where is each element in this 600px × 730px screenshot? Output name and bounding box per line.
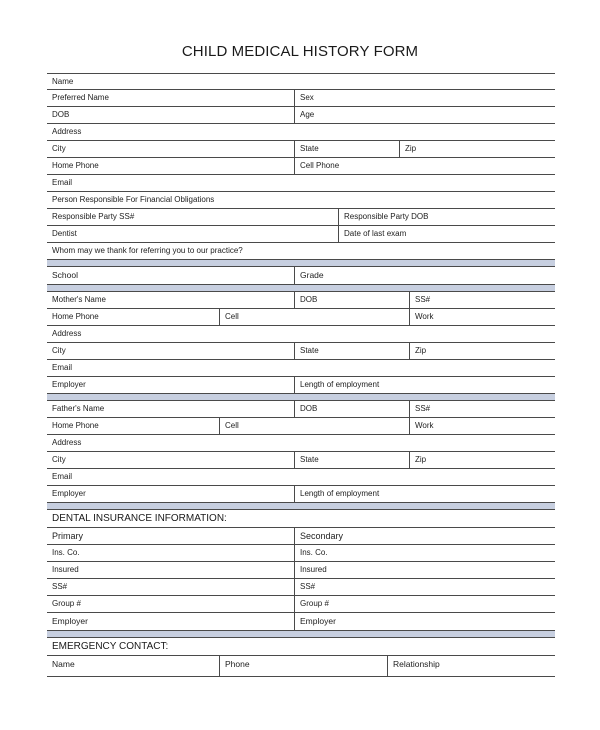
row-name (47, 73, 555, 90)
mother-email-field[interactable]: Email (52, 363, 73, 372)
row-father-city (47, 452, 555, 469)
row-group (47, 596, 555, 613)
cell-phone-field[interactable]: Cell Phone (294, 158, 555, 174)
row-person-responsible (47, 192, 555, 209)
insurance-heading: DENTAL INSURANCE INFORMATION: (52, 513, 227, 524)
emergency-heading: EMERGENCY CONTACT: (52, 641, 169, 652)
section-separator (47, 631, 555, 638)
row-father-phones (47, 418, 555, 435)
father-employer-field[interactable]: Employer (52, 489, 86, 498)
secondary-ss-field[interactable]: SS# (294, 579, 555, 595)
row-phones (47, 158, 555, 175)
responsible-ss-field[interactable]: Responsible Party SS# (52, 212, 135, 221)
row-father-email (47, 469, 555, 486)
name-field[interactable]: Name (52, 77, 74, 86)
mother-work-field[interactable]: Work (409, 309, 555, 325)
row-mother-address (47, 326, 555, 343)
primary-ss-field[interactable]: SS# (52, 582, 68, 591)
section-separator (47, 285, 555, 292)
dentist-field[interactable]: Dentist (52, 229, 77, 238)
row-ins-ss (47, 579, 555, 596)
emergency-phone-field[interactable]: Phone (219, 656, 387, 676)
father-home-phone-field[interactable]: Home Phone (52, 421, 99, 430)
row-emergency-heading (47, 638, 555, 656)
row-primary-secondary (47, 528, 555, 545)
father-dob-field[interactable]: DOB (294, 401, 409, 417)
secondary-ins-co-field[interactable]: Ins. Co. (294, 545, 555, 561)
preferred-name-field[interactable]: Preferred Name (52, 93, 109, 102)
father-email-field[interactable]: Email (52, 472, 73, 481)
mother-ss-field[interactable]: SS# (409, 292, 555, 308)
row-mother-email (47, 360, 555, 377)
home-phone-field[interactable]: Home Phone (52, 161, 99, 170)
row-mother-employer (47, 377, 555, 394)
age-field[interactable]: Age (294, 107, 555, 123)
row-father-employer (47, 486, 555, 503)
address-field[interactable]: Address (52, 127, 82, 136)
mother-length-field[interactable]: Length of employment (294, 377, 555, 393)
row-email (47, 175, 555, 192)
row-dentist (47, 226, 555, 243)
row-mother-name (47, 292, 555, 309)
mother-home-phone-field[interactable]: Home Phone (52, 312, 99, 321)
secondary-employer-field[interactable]: Employer (294, 613, 555, 630)
father-cell-field[interactable]: Cell (219, 418, 409, 434)
row-address (47, 124, 555, 141)
row-insurance-heading (47, 510, 555, 528)
school-field[interactable]: School (52, 270, 78, 280)
primary-ins-co-field[interactable]: Ins. Co. (52, 548, 80, 557)
form-grid (47, 73, 555, 677)
referral-field[interactable]: Whom may we thank for referring you to our practice? (52, 246, 243, 255)
row-preferred-sex (47, 90, 555, 107)
father-work-field[interactable]: Work (409, 418, 555, 434)
mother-employer-field[interactable]: Employer (52, 380, 86, 389)
row-father-address (47, 435, 555, 452)
mother-state-field[interactable]: State (294, 343, 409, 359)
mother-zip-field[interactable]: Zip (409, 343, 555, 359)
mother-name-field[interactable]: Mother's Name (52, 295, 106, 304)
section-separator (47, 260, 555, 267)
responsible-dob-field[interactable]: Responsible Party DOB (338, 209, 555, 225)
mother-cell-field[interactable]: Cell (219, 309, 409, 325)
row-referral (47, 243, 555, 260)
father-state-field[interactable]: State (294, 452, 409, 468)
emergency-name-field[interactable]: Name (52, 659, 75, 669)
secondary-label[interactable]: Secondary (294, 528, 555, 544)
father-address-field[interactable]: Address (52, 438, 82, 447)
father-city-field[interactable]: City (52, 455, 66, 464)
primary-insured-field[interactable]: Insured (52, 565, 79, 574)
row-school (47, 267, 555, 285)
row-responsible-party (47, 209, 555, 226)
grade-field[interactable]: Grade (294, 267, 555, 284)
father-name-field[interactable]: Father's Name (52, 404, 105, 413)
row-mother-phones (47, 309, 555, 326)
primary-group-field[interactable]: Group # (52, 599, 81, 608)
last-exam-field[interactable]: Date of last exam (338, 226, 555, 242)
father-ss-field[interactable]: SS# (409, 401, 555, 417)
city-field[interactable]: City (52, 144, 66, 153)
secondary-insured-field[interactable]: Insured (294, 562, 555, 578)
section-separator (47, 503, 555, 510)
row-father-name (47, 401, 555, 418)
zip-field[interactable]: Zip (399, 141, 555, 157)
row-insured (47, 562, 555, 579)
mother-dob-field[interactable]: DOB (294, 292, 409, 308)
father-zip-field[interactable]: Zip (409, 452, 555, 468)
row-city-state-zip (47, 141, 555, 158)
primary-label[interactable]: Primary (52, 531, 83, 541)
sex-field[interactable]: Sex (294, 90, 555, 106)
mother-address-field[interactable]: Address (52, 329, 82, 338)
secondary-group-field[interactable]: Group # (294, 596, 555, 612)
section-separator (47, 394, 555, 401)
person-responsible-field[interactable]: Person Responsible For Financial Obligations (52, 195, 215, 204)
mother-city-field[interactable]: City (52, 346, 66, 355)
row-ins-employer (47, 613, 555, 631)
row-dob-age (47, 107, 555, 124)
emergency-relationship-field[interactable]: Relationship (387, 656, 555, 676)
row-ins-co (47, 545, 555, 562)
email-field[interactable]: Email (52, 178, 73, 187)
primary-employer-field[interactable]: Employer (52, 616, 88, 626)
dob-field[interactable]: DOB (52, 110, 70, 119)
state-field[interactable]: State (294, 141, 399, 157)
row-emergency-contact (47, 656, 555, 677)
page-title: CHILD MEDICAL HISTORY FORM (181, 43, 419, 60)
row-mother-city (47, 343, 555, 360)
father-length-field[interactable]: Length of employment (294, 486, 555, 502)
